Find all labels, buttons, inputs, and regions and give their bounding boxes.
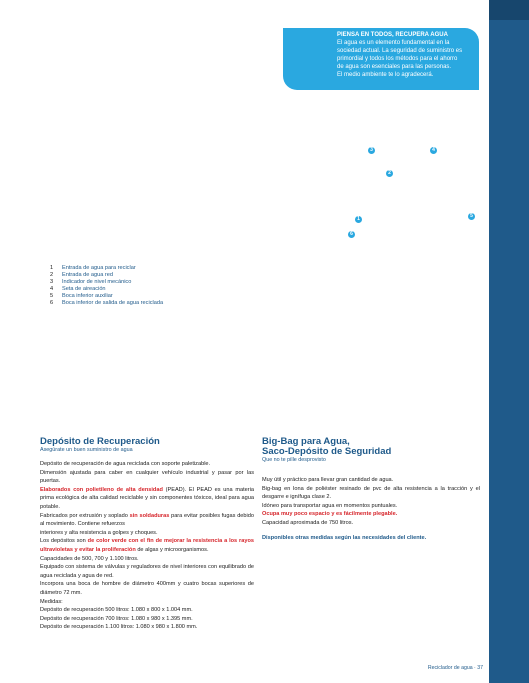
recovery-tank-section: Depósito de Recuperación Asegúrate un buen suministro de agua Depósito de recuperación de agua reciclada con soporte paletizable. Dimensión ajustada para caber en cualquier vehículo industrial y pasar por las puertas. Elaborados con polietileno de alta densidad (PEAD). El PEAD es una materia prima ecológica de alta calidad reciclable y sin componentes tóxicos, ideal para agua potable. Fabricados por extrusión y soplado sin soldaduras para evitar posibles fugas debido al movimiento. Contiene refuerzos interiores y alta resistencia a golpes y choques. Los depósitos son de color verde con el fin de mejorar la resistencia a los rayos ultravioletas y evitar la proliferación de algas y microorganismos. Capacidades de 500, 700 y 1.100 litros. Equipado con sistema de válvulas y reguladores de nivel interiores con equilibrado de agua reciclada y agua de red. Incorpora una boca de hombre de diámetro 400mm y cuatro bocas superiores de diámetro 72 mm. Medidas: Depósito de recuperación 500 litros: 1.080 x 800 x 1.004 mm. Depósito de recuperación 700 litros: 1.080 x 980 x 1.395 mm. Depósito de recuperación 1.100 litros: 1.080 x 980 x 1.800 mm. [40, 436, 255, 631]
parts-legend [50, 265, 163, 308]
page-footer: Reciclador de agua · 37 [427, 665, 483, 671]
legend-item: 3 Indicador de nivel mecánico [50, 279, 132, 286]
section-title: Depósito de Recuperación [40, 436, 160, 447]
marker-6: 6 [348, 231, 355, 238]
legend-item: 4 Seta de aireación [50, 286, 106, 293]
callout-box [283, 28, 479, 90]
section-title: Big-Bag para Agua, [262, 436, 350, 447]
big-bag-section: Big-Bag para Agua, Saco-Depósito de Seguridad Que no te pille desprovisto Muy útil y práctico para llevar gran cantidad de agua. Big-bag en lona de poliéster resinado de pvc de alta resistencia a la tracción y el desgarre e ignífuga clase 2. Idóneo para transportar agua en momentos puntuales. Ocupa muy poco espacio y es fácilmente plegable. Capacidad aproximada de 750 litros. Disponibles otras medidas según las necesidades del cliente. [262, 436, 480, 541]
side-band-top [489, 0, 529, 20]
callout-line: El agua es un elemento fundamental en la [337, 40, 450, 46]
section-subtitle: Que no te pille desprovisto [262, 457, 326, 463]
marker-4: 4 [430, 147, 437, 154]
side-band [489, 0, 529, 683]
section-subtitle: Asegúrate un buen suministro de agua [40, 447, 133, 453]
legend-item: 5 Boca inferior auxiliar [50, 293, 113, 300]
callout-line: sociedad actual. La seguridad de suministro es [337, 48, 463, 54]
marker-2: 2 [386, 170, 393, 177]
marker-1: 1 [355, 216, 362, 223]
legend-item: 6 Boca inferior de salida de agua reciclada [50, 300, 164, 307]
callout-title: PIENSA EN TODOS, RECUPERA AGUA [337, 32, 448, 38]
callout-line: primordial y todos los métodos para el ahorro [337, 56, 458, 62]
marker-5: 5 [468, 213, 475, 220]
legend-item: 2 Entrada de agua red [50, 272, 114, 279]
callout-line: El medio ambiente te lo agradecerá. [337, 72, 434, 78]
marker-3: 3 [368, 147, 375, 154]
callout-line: de agua son esenciales para las personas. [337, 64, 452, 70]
legend-item: 1 Entrada de agua para reciclar [50, 265, 136, 271]
section-title: Saco-Depósito de Seguridad [262, 446, 392, 457]
